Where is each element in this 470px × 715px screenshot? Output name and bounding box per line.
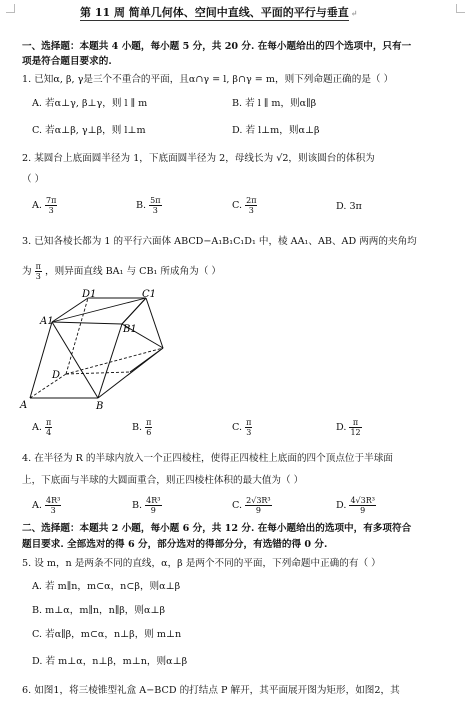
vertex-label-b1: B1 — [123, 324, 137, 335]
q2-stem-line1: 2. 某圆台上底面圆半径为 1，下底面圆半径为 2，母线长为 √2，则该圆台的体积为 — [22, 153, 375, 164]
q1-option-a: A. 若α⊥γ, β⊥γ，则 l ∥ m — [32, 98, 148, 109]
q5-option-c: C. 若α∥β，m⊂α，n⊥β，则 m⊥n — [32, 629, 182, 640]
q4-option-c: C. $\frac{\text{2√3R³}}{9}$ — [232, 496, 271, 515]
section1-header-line2: 项是符合题目要求的. — [22, 56, 112, 67]
q1-stem: 1. 已知α, β, γ是三个不重合的平面，且α∩γ = l, β∩γ = m，则下列命题正确的是（ ） — [22, 74, 394, 85]
q3-option-c: C. $\frac{\pi}{3}$ — [232, 418, 252, 437]
corner-mark-top-left — [6, 4, 15, 13]
section2-header-line2: 题目要求. 全部选对的得 6 分，部分选对的得部分分，有选错的得 0 分. — [22, 539, 328, 550]
q6-stem: 6. 如图1，将三棱锥型礼盒 A−BCD 的打结点 P 解开，其平面展开图为矩形，如图2，其 — [22, 685, 400, 696]
q3-stem-line2: 为 $\frac{\pi}{3}$ ，则异面直线 BA₁ 与 CB₁ 所成角为（ ） — [22, 262, 222, 281]
corner-mark-top-right — [456, 4, 465, 13]
q5-option-b: B. m⊥α，m∥n，n∥β，则α⊥β — [32, 605, 166, 616]
q4-option-b: B. $\frac{\text{4R³}}{9}$ — [132, 496, 161, 515]
q2-stem-line2: （ ） — [22, 174, 45, 185]
q3-option-a: A. $\frac{\pi}{4}$ — [32, 418, 52, 437]
q4-option-a: A. $\frac{\text{4R³}}{3}$ — [32, 496, 61, 515]
page-title: 第 11 周 简单几何体、空间中直线、平面的平行与垂直 ↵ — [80, 6, 358, 19]
q1-option-d: D. 若 l⊥m，则α⊥β — [232, 125, 320, 136]
vertex-label-a: A — [20, 400, 28, 411]
parallelepiped-figure — [18, 288, 168, 413]
q4-option-d: D. $\frac{\text{4√3R³}}{9}$ — [336, 496, 375, 515]
q4-stem-line1: 4. 在半径为 R 的半球内放入一个正四棱柱，使得正四棱柱上底面的四个顶点位于半球面 — [22, 453, 393, 464]
vertex-label-d: D — [52, 370, 61, 381]
q3-stem-line1: 3. 已知各棱长都为 1 的平行六面体 ABCD−A₁B₁C₁D₁ 中，棱 AA₁、AB、AD 两两的夹角均 — [22, 236, 417, 247]
q2-option-b: B. $\frac{5\pi}{3}$ — [136, 196, 161, 215]
q2-option-d: D. 3π — [336, 201, 362, 212]
q2-option-a: A. $\frac{7\pi}{3}$ — [32, 196, 57, 215]
vertex-label-b: B — [96, 401, 104, 412]
vertex-label-d1: D1 — [82, 289, 97, 300]
q3-option-b: B. $\frac{\pi}{6}$ — [132, 418, 152, 437]
vertex-label-c1: C1 — [142, 289, 157, 300]
q5-option-d: D. 若 m⊥α，n⊥β，m⊥n，则α⊥β — [32, 656, 188, 667]
section2-header-line1: 二、选择题：本题共 2 小题，每小题 6 分，共 12 分. 在每小题给出的选项中，有多项符合 — [22, 523, 412, 534]
q1-option-c: C. 若α⊥β, γ⊥β，则 l⊥m — [32, 125, 146, 136]
q4-stem-line2: 上，下底面与半球的大圆面重合，则正四棱柱体积的最大值为（ ） — [22, 475, 304, 486]
q3-option-d: D. $\frac{\pi}{12}$ — [336, 418, 361, 437]
section1-header-line1: 一、选择题：本题共 4 小题，每小题 5 分，共 20 分. 在每小题给出的四个选项中，只有一 — [22, 41, 412, 52]
q2-option-c: C. $\frac{2\pi}{3}$ — [232, 196, 257, 215]
q1-option-b: B. 若 l ∥ m，则α∥β — [232, 98, 317, 109]
vertex-label-a1: A1 — [40, 316, 54, 327]
q5-stem: 5. 设 m，n 是两条不同的直线，α，β 是两个不同的平面，下列命题中正确的有（ ） — [22, 558, 381, 569]
q5-option-a: A. 若 m∥n，m⊂α，n⊂β，则α⊥β — [32, 581, 181, 592]
